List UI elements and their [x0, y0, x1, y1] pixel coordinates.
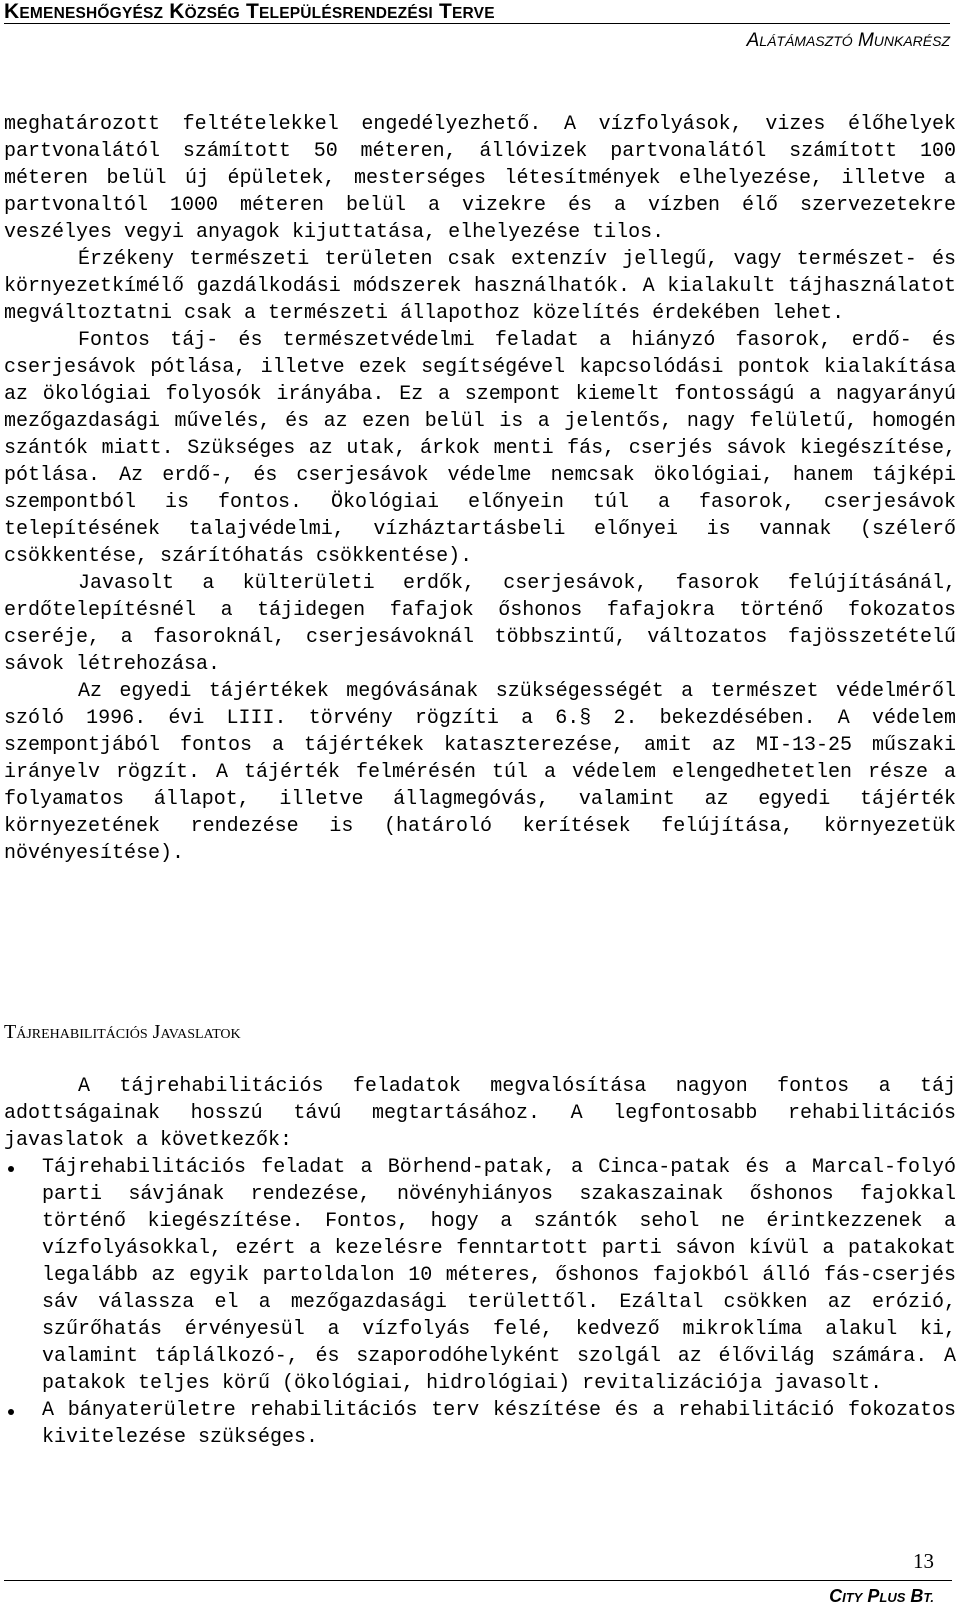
paragraph-landscape-values: Az egyedi tájértékek megóvásának szükségességét a természet védelméről szóló 1996. évi LIII. törvény rögzíti a 6.§ 2. bekezdésében. A védelem szempontjából fontos a tájértékek kataszterezése, amit az MI-13-25 műszaki irányelv rögzít. A tájérték felmérésén túl a védelem elengedhetetlen része a folyamatos állapot, illetve állagmegóvás, valamint az egyedi tájérték környezetének rendezése is (határoló kerítések felújítása, környezetük növényesítése). — [4, 680, 956, 865]
paragraph-rehabilitation-intro: A tájrehabilitációs feladatok megvalósítása nagyon fontos a táj adottságainak hosszú távú megtartásához. A legfontosabb rehabilitációs javaslatok a következők: — [4, 1075, 956, 1152]
list-item: A bányaterületre rehabilitációs terv készítése és a rehabilitáció fokozatos kivitelezése szükséges. — [4, 1397, 956, 1451]
paragraph-sensitive-areas: Érzékeny természeti területen csak extenzív jellegű, vagy természet- és környezetkímélő gazdálkodási módszerek használhatók. A kialakult tájhasználatot megváltoztatni csak a természeti állapothoz közelítés érdekében lehet. — [4, 248, 956, 325]
footer-company-name: CITY PLUS BT. — [829, 1586, 934, 1606]
paragraph-tree-rows: Fontos táj- és természetvédelmi feladat a hiányzó fasorok, erdő- és cserjesávok pótlása, illetve ezek segítségével kapcsolódási pontok kialakítása az ökológiai folyosók irányába. Ez a szempont kiemelt fontosságú a nagyarányú mezőgazdasági művelés, és az ezen belül is a jelentős, nagy felületű, homogén szántók miatt. Szükséges az utak, árkok menti fás, cserjés sávok kiegészítése, pótlása. Az erdő-, és cserjesávok védelme nemcsak ökológiai, hanem tájképi szempontból is fontos. Ökológiai előnyein túl a fasorok, cserjesávok telepítésének talajvédelmi, vízháztartásbeli előnyei is vannak (szélerő csökkentése, szárítóhatás csökkentése). — [4, 329, 956, 568]
paragraph-forest-renewal: Javasolt a külterületi erdők, cserjesávok, fasorok felújításánál, erdőtelepítésnél a tájidegen fafajok őshonos fafajokra történő fokozatos cseréje, a fasoroknál, cserjesávoknál többszintű, változatos fajösszetételű sávok létrehozása. — [4, 572, 956, 676]
body-section-conservation — [4, 111, 956, 867]
rehabilitation-list — [4, 1154, 956, 1451]
footer-divider — [4, 1580, 952, 1581]
paragraph-water-protection: meghatározott feltételekkel engedélyezhető. A vízfolyások, vizes élőhelyek partvonalától számított 50 méteren, állóvizek partvonalától számított 100 méteren belül új épületek, mesterséges létesítmények elhelyezése, illetve a partvonaltól 1000 méteren belül a vizekre és a vízben élő szervezetekre veszélyes vegyi anyagok kijuttatása, elhelyezése tilos. — [4, 113, 956, 244]
header-divider — [4, 23, 950, 24]
document-header-subtitle: ALÁTÁMASZTÓ MUNKARÉSZ — [746, 30, 950, 51]
body-section-rehabilitation — [4, 1073, 956, 1451]
page-number: 13 — [913, 1549, 934, 1573]
section-heading-rehabilitation: TÁJREHABILITÁCIÓS JAVASLATOK — [4, 1021, 241, 1043]
list-item: Tájrehabilitációs feladat a Börhend-patak, a Cinca-patak és a Marcal-folyó parti sávjának rendezése, növényhiányos szakaszainak őshonos fajokkal történő kiegészítése. Fontos, hogy a szántók sehol ne érintkezzenek a vízfolyásokkal, ezért a kezelésre fenntartott parti sávon kívül a patakokat legalább az egyik partoldalon 10 méteres, őshonos fajokból álló fás-cserjés sáv válassza el a mezőgazdasági területtől. Ezáltal csökken az erózió, szűrőhatás érvényesül a vízfolyás felé, kedvező mikroklíma alakul ki, valamint táplálkozó-, és szaporodóhelyként szolgál az élővilág számára. A patakok teljes körű (ökológiai, hidrológiai) revitalizációja javasolt. — [4, 1154, 956, 1397]
document-header-title: KEMENESHŐGYÉSZ KÖZSÉG TELEPÜLÉSRENDEZÉSI TERVE — [4, 0, 495, 23]
